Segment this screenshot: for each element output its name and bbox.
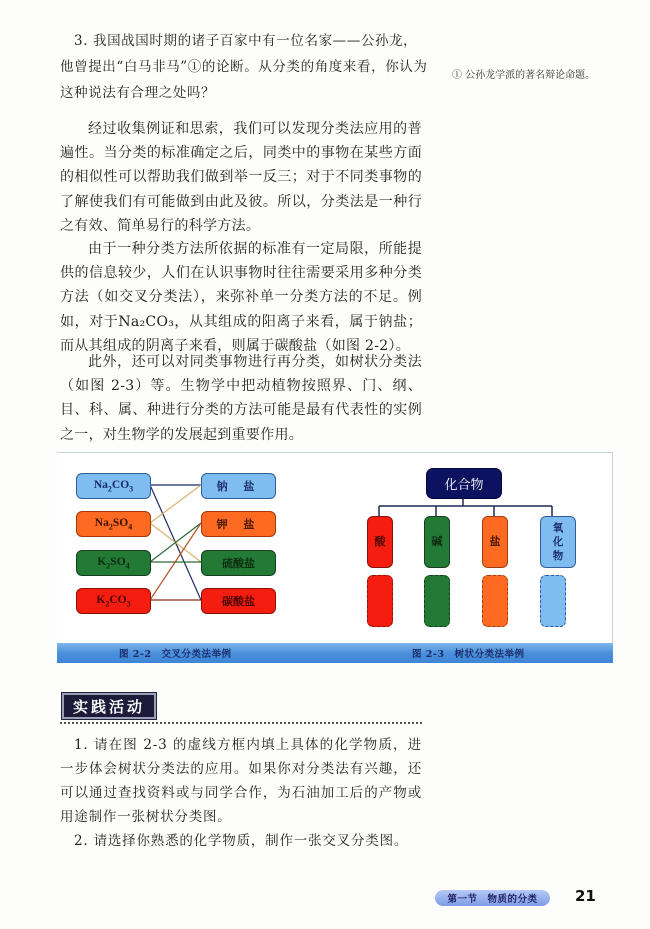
left-item-k2co3: $K_2CO_3$ (76, 588, 151, 614)
right-item-sulfate: 硫酸盐 (201, 550, 276, 576)
paragraph (60, 237, 422, 358)
page-number: 21 (575, 887, 596, 905)
left-item-k2so4: $K_2SO_4$ (76, 550, 151, 576)
tree-child-oxide: 氧 化 物 (540, 516, 576, 568)
paragraph-text: 此外，还可以对同类事物进行再分类，如树状分类法（如图 2-3）等。生物学中把动植物按照界、门、纲、目、科、属、种进行分类的方法可能是最有代表性的实例之一，对生物学的发展起到重要作用。 (60, 354, 422, 443)
tree-blank-acid (367, 575, 393, 627)
tree-root: 化合物 (426, 468, 502, 499)
paragraph (60, 117, 422, 238)
paragraph-text: 由于一种分类方法所依据的标准有一定局限，所能提供的信息较少，人们在认识事物时往往需要采用多种分类方法（如交叉分类法），来弥补单一分类方法的不足。例如，对于Na₂CO₃，从其组成的阳离子来看，属于钠盐；而从其组成的阴离子来看，则属于碳酸盐（如图 2-2）。 (60, 241, 422, 354)
question-line: 这种说法有合理之处吗？ (60, 85, 216, 101)
tree-blank-base (424, 575, 450, 627)
practice-items (60, 733, 422, 853)
link-line (150, 485, 201, 523)
right-item-potassium-salt: 钾 盐 (201, 511, 276, 537)
paragraph-text: 经过收集例证和思索，我们可以发现分类法应用的普遍性。当分类的标准确定之后，同类中的事物在某些方面的相似性可以帮助我们做到举一反三；对于不同类事物的了解使我们有可能做到由此及彼。所以，分类法是一种行之有效、简单易行的科学方法。 (60, 121, 422, 234)
question-line: 3. 我国战国时期的诸子百家中有一位名家——公孙龙， (74, 33, 418, 49)
practice-activity-heading: 实践活动 (62, 693, 156, 719)
figure-panel (57, 452, 613, 663)
right-item-carbonate: 碳酸盐 (201, 588, 276, 614)
tree-child-salt: 盐 (482, 516, 508, 568)
tree-child-acid: 酸 (367, 516, 393, 568)
question-3 (60, 28, 430, 106)
footnote: ① 公孙龙学派的著名辩论命题。 (452, 70, 596, 81)
tree-blank-oxide (540, 575, 566, 627)
figure-2-2-caption: 图 2-2 交叉分类法举例 (119, 649, 232, 660)
left-item-na2co3: $Na_2CO_3$ (76, 473, 151, 499)
figure-2-3-caption: 图 2-3 树状分类法举例 (412, 649, 525, 660)
section-label: 第一节 物质的分类 (435, 890, 550, 906)
practice-item: 1. 请在图 2-3 的虚线方框内填上具体的化学物质，进一步体会树状分类法的应用。如果你对分类法有兴趣，还可以通过查找资料或与同学合作，为石油加工后的产物或用途制作一张树状分类图。 (60, 737, 422, 825)
caption-bar (57, 643, 613, 663)
practice-item: 2. 请选择你熟悉的化学物质，制作一张交叉分类图。 (74, 833, 409, 849)
left-item-na2so4: $Na_2SO_4$ (76, 511, 151, 537)
tree-child-base: 碱 (424, 516, 450, 568)
right-item-sodium-salt: 钠 盐 (201, 473, 276, 499)
question-line: 他曾提出“白马非马”①的论断。从分类的角度来看，你认为 (60, 59, 428, 75)
dotted-divider (60, 722, 422, 724)
paragraph (60, 350, 422, 447)
tree-blank-salt (482, 575, 508, 627)
